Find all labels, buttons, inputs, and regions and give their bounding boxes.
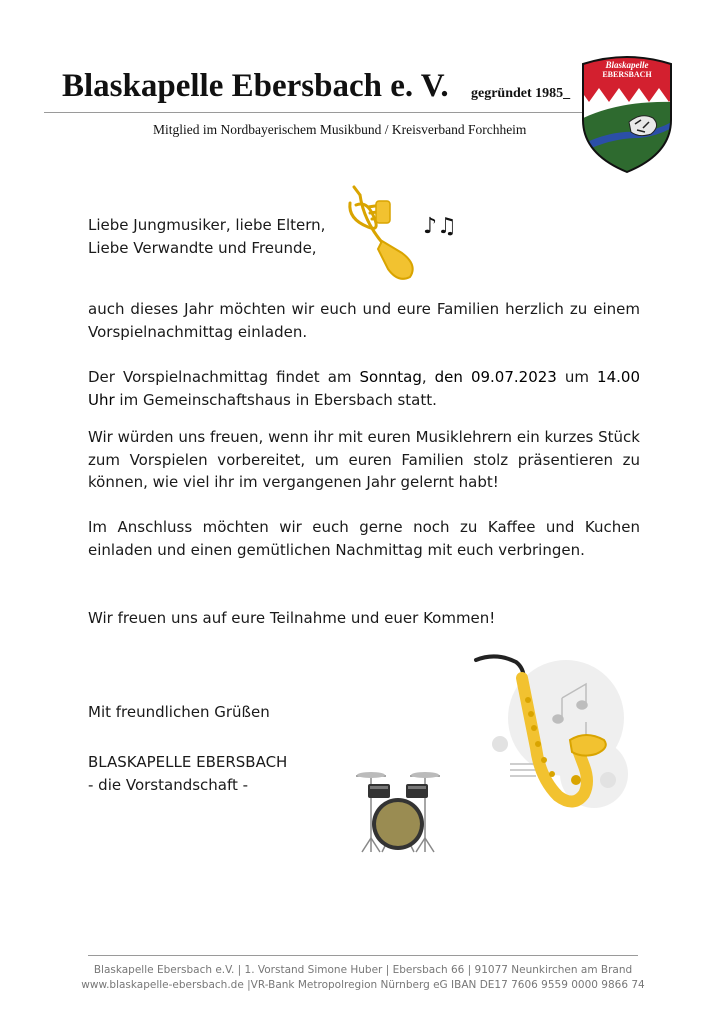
- p2-text-d: im Gemeinschaftshaus in Ebersbach statt.: [114, 390, 437, 409]
- trumpet-icon: [342, 183, 418, 283]
- paragraph-coffee: Im Anschluss möchten wir euch gerne noch zu Kaffee und Kuchen einladen und einen gemütlichen Nachmittag mit euch verbringen.: [88, 518, 640, 559]
- footer-address: Blaskapelle Ebersbach e.V. | 1. Vorstand Simone Huber | Ebersbach 66 | 91077 Neunkirchen am Brand: [93, 964, 633, 976]
- header-divider: [44, 112, 589, 113]
- signature-org: BLASKAPELLE EBERSBACH: [88, 753, 288, 771]
- p2-text-b: ,: [421, 368, 435, 386]
- letterhead-title: Blaskapelle Ebersbach e. V.: [62, 68, 449, 104]
- crest-logo: [579, 50, 675, 174]
- greeting-line-2: Liebe Verwandte und Freunde,: [88, 238, 317, 257]
- event-date: den 09.07.2023: [434, 368, 557, 386]
- crest-text-1: Blaskapelle: [605, 60, 649, 70]
- paragraph-closing: Wir freuen uns auf eure Teilnahme und euer Kommen!: [88, 609, 496, 627]
- greeting-line-1: Liebe Jungmusiker, liebe Eltern,: [88, 216, 326, 234]
- saxophone-icon: [466, 648, 636, 820]
- paragraph-performance: Wir würden uns freuen, wenn ihr mit euren Musiklehrern ein kurzes Stück zum Vorspielen vorbereitet, um euren Familien stolz präsentieren zu können, wie viel ihr im vergangenen Jahr gelernt habt!: [88, 428, 640, 491]
- signature: [88, 751, 287, 796]
- crest-text-2: EBERSBACH: [602, 70, 652, 79]
- regards: Mit freundlichen Grüßen: [88, 703, 270, 721]
- letterhead-subtitle: Mitglied im Nordbayerischem Musikbund / Kreisverband Forchheim: [153, 122, 527, 137]
- greeting: [88, 214, 348, 259]
- drum-kit-icon: [352, 768, 444, 858]
- footer-bank: www.blaskapelle-ebersbach.de |VR-Bank Metropolregion Nürnberg eG IBAN DE17 7606 9559 0000 9866 74: [81, 979, 645, 991]
- paragraph-invitation: auch dieses Jahr möchten wir euch und eure Familien herzlich zu einem Vorspielnachmittag einladen.: [88, 300, 640, 341]
- founded-year: gegründet 1985_: [471, 86, 571, 101]
- paragraph-date: [88, 366, 640, 411]
- p2-text-a: Der Vorspielnachmittag findet am: [88, 368, 360, 386]
- music-notes-icon: ♪♫: [423, 214, 457, 239]
- p2-text-c: um: [556, 368, 598, 386]
- event-time: 14.00 Uhr: [88, 368, 640, 409]
- signature-role: - die Vorstandschaft -: [88, 775, 249, 794]
- event-day: Sonntag: [359, 368, 422, 386]
- footer-divider: [88, 955, 638, 956]
